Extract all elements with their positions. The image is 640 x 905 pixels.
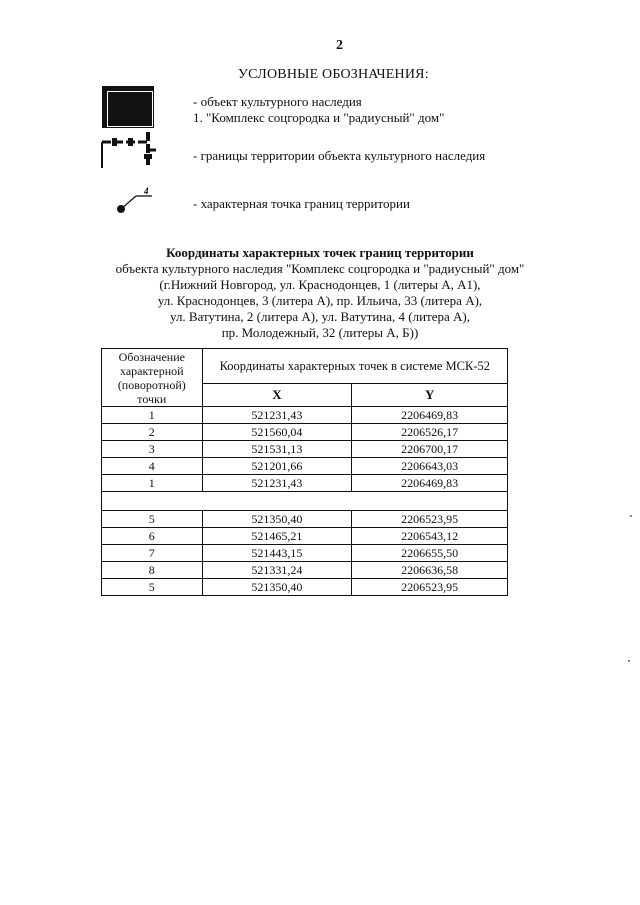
group-separator-row [102,492,508,511]
point-cell: 4 [102,458,203,475]
table-row [102,458,508,475]
scan-speck [630,515,632,517]
x-cell: 521443,15 [202,545,352,562]
x-cell: 521350,40 [202,511,352,528]
point-cell: 3 [102,441,203,458]
boundary-legend-label: - границы территории объекта культурного наследия [193,148,486,163]
y-cell: 2206469,83 [352,475,508,492]
object-legend-label: - объект культурного наследия [193,94,362,109]
heading-line: объекта культурного наследия "Комплекс соцгородка и "радиусный" дом" [115,261,525,276]
y-cell: 2206526,17 [352,424,508,441]
table-row [102,407,508,424]
scan-speck [628,660,630,662]
table-row [102,579,508,596]
coords-column-header: Координаты характерных точек в системе МСК-52 [202,349,507,384]
point-cell: 7 [102,545,203,562]
y-column-header: Y [352,384,508,407]
x-cell: 521231,43 [202,475,352,492]
boundary-line-icon [100,130,158,170]
heading-line: (г.Нижний Новгород, ул. Краснодонцев, 1 (литеры А, А1), [159,277,481,292]
x-cell: 521531,13 [202,441,352,458]
x-cell: 521201,66 [202,458,352,475]
x-cell: 521465,21 [202,528,352,545]
y-cell: 2206655,50 [352,545,508,562]
heading-line: пр. Молодежный, 32 (литеры А, Б)) [221,325,419,340]
y-cell: 2206523,95 [352,579,508,596]
point-cell: 8 [102,562,203,579]
point-cell: 1 [102,407,203,424]
y-cell: 2206469,83 [352,407,508,424]
legend-title: УСЛОВНЫЕ ОБОЗНАЧЕНИЯ: [238,67,429,82]
point-number-label: 4 [144,186,149,196]
coordinates-table [101,348,508,596]
point-cell: 6 [102,528,203,545]
table-row [102,511,508,528]
y-cell: 2206523,95 [352,511,508,528]
table-row [102,441,508,458]
x-column-header: X [202,384,352,407]
y-cell: 2206643,03 [352,458,508,475]
heading-line: ул. Ватутина, 2 (литера А), ул. Ватутина, 4 (литера А), [170,309,470,324]
table-row [102,475,508,492]
table-row [102,545,508,562]
x-cell: 521231,43 [202,407,352,424]
table-row [102,424,508,441]
point-cell: 1 [102,475,203,492]
x-cell: 521350,40 [202,579,352,596]
table-row [102,562,508,579]
object-symbol [102,86,154,128]
table-row [102,528,508,545]
y-cell: 2206636,58 [352,562,508,579]
heading-line: ул. Краснодонцев, 3 (литера А), пр. Ильича, 33 (литера А), [157,293,483,308]
point-cell: 5 [102,511,203,528]
point-cell: 2 [102,424,203,441]
page-number: 2 [336,38,343,53]
x-cell: 521331,24 [202,562,352,579]
y-cell: 2206543,12 [352,528,508,545]
heading-title: Координаты характерных точек границ территории [166,245,474,260]
point-legend-label: - характерная точка границ территории [193,196,410,211]
coordinates-heading [0,245,640,341]
point-column-header: Обозначение характерной (поворотной) точки [102,349,203,407]
boundary-point-icon [114,185,154,215]
point-cell: 5 [102,579,203,596]
y-cell: 2206700,17 [352,441,508,458]
x-cell: 521560,04 [202,424,352,441]
object-legend-item: 1. "Комплекс соцгородка и "радиусный" дом" [193,110,445,125]
